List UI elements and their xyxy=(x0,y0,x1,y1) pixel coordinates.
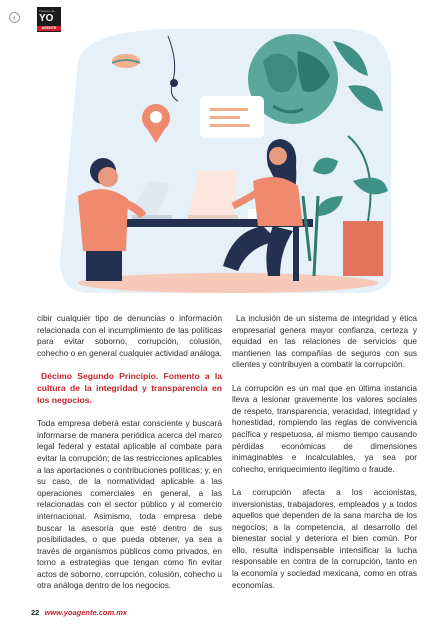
page-number: 22 xyxy=(31,608,40,617)
website-link[interactable]: www.yoagente.com.mx xyxy=(44,608,128,617)
logo-sub-text: AGENTE xyxy=(37,26,61,31)
right-paragraph-3: La corrupción afecta a los accionistas, inversionistas, trabajadores, empleados y a todos aquellos que dependen de la sana marcha de los negocios; a la competencia, al desarrollo del bienestar social y deteriora el bien común. Por ello, resulta indispensable intensificar la lucha responsable en contra de la corrupción, tanto en la economía y sociedad mexicana, como en otras economías. xyxy=(232,486,417,590)
right-paragraph-1: La inclusión de un sistema de integridad y ética empresarial genera mayor confianza, certeza y equidad en las relaciones de servicios que mantienen las compañías de seguros con sus clientes y contribuyen a combatir la corrupción. xyxy=(232,313,417,370)
left-column xyxy=(37,313,222,604)
back-circle-icon[interactable]: ‹ xyxy=(9,12,20,23)
section-heading: Décimo Segundo Principio. Fomento a la cultura de la integridad y transparencia en los negocios. xyxy=(37,371,222,405)
plant-pot xyxy=(343,221,383,276)
left-paragraph-2: Toda empresa deberá estar consciente y buscará informarse de manera periódica acerca del marco legal federal y estatal aplicable al combate para evitar la corrupción; de las restricciones aplicables a las aportaciones o contribuciones políticas; y, en su caso, de la normatividad aplicable a las operaciones comerciales en general, a las relacionadas con el sector público y al comercio internacional. Asimismo, toda empresa debe buscar la asesoría que esté dentro de sus posibilidades, o que pueda obtener, ya sea a través de organismos públicos como privados, en torno a estrategias que tengan como fin evitar actos de soborno, corrupción, colusión, cohecho u otra análoga dentro de los negocios. xyxy=(37,418,222,591)
right-column xyxy=(232,313,417,603)
page-footer xyxy=(31,608,127,617)
logo-main-text: YO xyxy=(39,13,54,24)
logo-top-text: Tiempo de xyxy=(39,9,55,13)
meeting-illustration xyxy=(48,21,396,297)
left-paragraph-1: cibir cualquier tipo de denuncias o información relacionada con el incumplimiento de las políticas para evitar soborno, corrupción, colusión, cohecho o en general cualquier actividad análoga. xyxy=(37,313,222,358)
right-paragraph-2: La corrupción es un mal que en última instancia lleva a lesionar gravemente los valores sociales de respeto, transparencia, veracidad, integridad y honestidad, rompiendo las reglas de convivencia pacífica y respetuosa, al mismo tiempo causando pérdidas económicas de dimensiones inimaginables e incalculables, ya sea por cohecho, enriquecimiento ilegítimo o fraude. xyxy=(232,382,417,474)
